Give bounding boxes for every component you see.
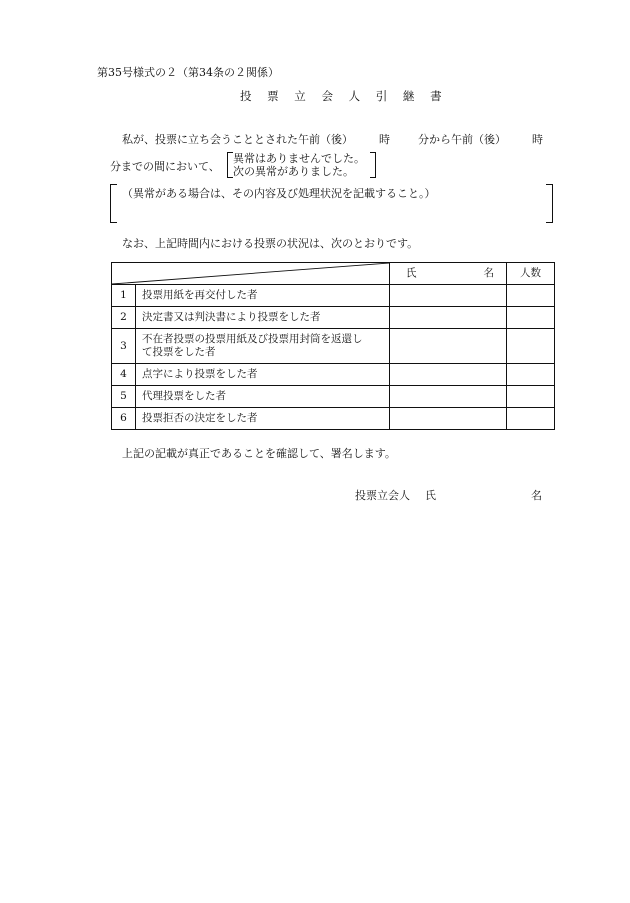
anomaly-note: （異常がある場合は、その内容及び処理状況を記載すること。） — [122, 187, 436, 200]
row-name-cell — [390, 285, 507, 307]
voting-status-table — [111, 262, 555, 430]
row-count-cell — [507, 408, 555, 430]
table-header-row — [112, 263, 555, 285]
time-phrase-start: 私が、投票に立ち会うこととされた午前（後） — [122, 133, 353, 146]
row-name-cell — [390, 364, 507, 386]
paragraph-3: 上記の記載が真正であることを確認して、署名します。 — [122, 447, 396, 460]
row-number: 1 — [112, 285, 136, 307]
table-row — [112, 285, 555, 307]
row-count-cell — [507, 285, 555, 307]
row-count-cell — [507, 329, 555, 364]
header-name-shi: 氏 — [406, 267, 417, 279]
row-description: 点字により投票をした者 — [136, 364, 390, 386]
choice-no-anomaly: 異常はありませんでした。 — [233, 152, 365, 165]
row-number: 5 — [112, 386, 136, 408]
table-row — [112, 386, 555, 408]
row-count-cell — [507, 364, 555, 386]
paragraph-2: なお、上記時間内における投票の状況は、次のとおりです。 — [122, 237, 419, 250]
row-name-cell — [390, 408, 507, 430]
row-description: 代理投票をした者 — [136, 386, 390, 408]
row-count-cell — [507, 386, 555, 408]
diagonal-header-cell — [112, 263, 390, 285]
paragraph-1-line-1 — [122, 133, 543, 147]
row-name-cell — [390, 329, 507, 364]
header-name-mei: 名 — [483, 267, 494, 279]
row-name-cell — [390, 307, 507, 329]
signature-mei: 名 — [531, 489, 542, 502]
signature-label: 投票立会人 — [355, 489, 410, 502]
choice-bracket-right — [370, 152, 376, 178]
header-count: 人数 — [507, 263, 555, 285]
table-row — [112, 408, 555, 430]
diagonal-line — [112, 263, 389, 284]
time-phrase-end: 分から午前（後） — [418, 133, 506, 146]
table-row — [112, 329, 555, 364]
table-row — [112, 307, 555, 329]
row-number: 6 — [112, 408, 136, 430]
note-bracket-left — [110, 184, 117, 223]
row-count-cell — [507, 307, 555, 329]
header-name — [390, 263, 507, 285]
hour-label-2: 時 — [532, 133, 543, 146]
signature-shi: 氏 — [425, 489, 436, 502]
row-number: 2 — [112, 307, 136, 329]
row-description: 不在者投票の投票用紙及び投票用封筒を返還し て投票をした者 — [136, 329, 390, 364]
row-number: 3 — [112, 329, 136, 364]
form-reference: 第35号様式の２（第34条の２関係） — [97, 66, 279, 79]
paragraph-1-line-2: 分までの間において、 — [110, 160, 220, 173]
note-bracket-right — [546, 184, 553, 223]
table-row — [112, 364, 555, 386]
row-description: 投票拒否の決定をした者 — [136, 408, 390, 430]
document-title: 投 票 立 会 人 引 継 書 — [240, 89, 448, 103]
row-name-cell — [390, 386, 507, 408]
row-description: 決定書又は判決書により投票をした者 — [136, 307, 390, 329]
choice-anomaly: 次の異常がありました。 — [233, 165, 354, 178]
hour-label-1: 時 — [379, 133, 390, 146]
row-number: 4 — [112, 364, 136, 386]
row-description: 投票用紙を再交付した者 — [136, 285, 390, 307]
